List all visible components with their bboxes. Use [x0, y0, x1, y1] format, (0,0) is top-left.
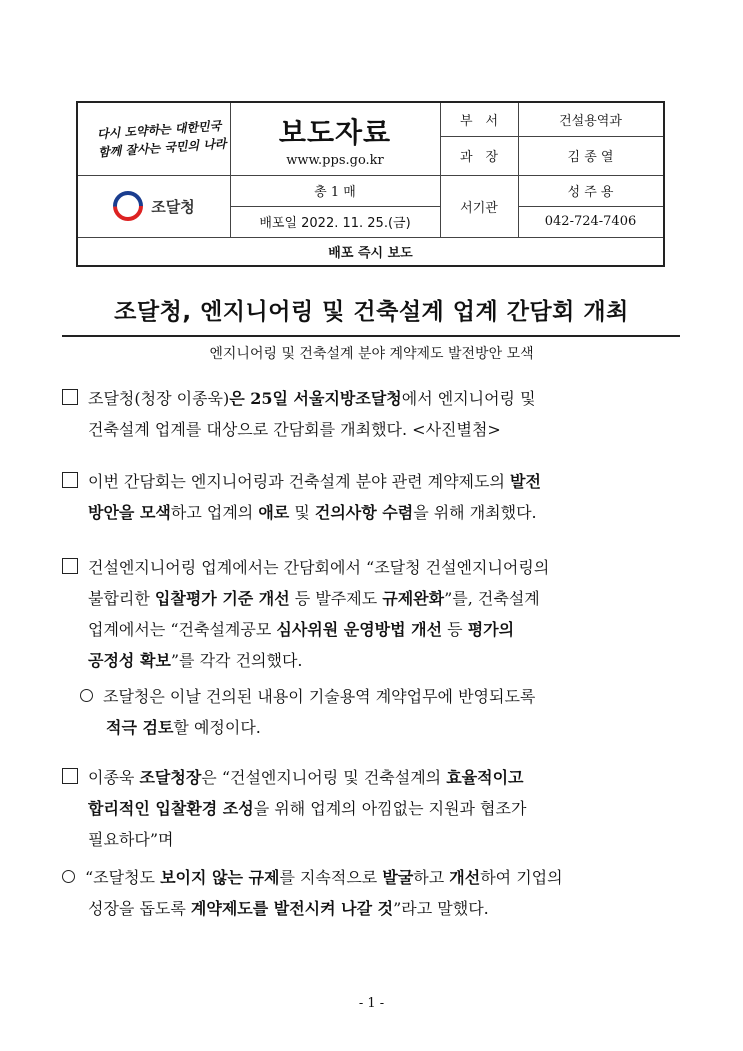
value-clerk: 성 주 용 — [567, 185, 614, 200]
website-link[interactable]: www.pps.go.kr — [286, 152, 384, 168]
value-chief: 김 종 열 — [567, 150, 614, 165]
paragraph-5: 이종욱 조달청장은 “건설엔지니어링 및 건축설계의 효율적이고 합리적인 입찰환경 조성을 위해 업계의 아낌없는 지원과 협조가 필요하다”며 — [62, 762, 684, 855]
value-phone: 042-724-7406 — [544, 214, 637, 229]
headline-divider — [62, 335, 680, 337]
label-dept: 부 서 — [459, 114, 499, 129]
slogan-line-2: 함께 잘사는 국민의 나라 — [97, 136, 227, 160]
logo-text: 조달청 — [151, 197, 195, 216]
page-title: 보도자료 — [278, 115, 392, 149]
label-clerk: 서기관 — [460, 200, 498, 216]
paragraph-4: 조달청은 이날 건의된 내용이 기술용역 계약업무에 반영되도록 적극 검토할 예정이다. — [80, 681, 684, 743]
page-number: - 1 - — [358, 996, 385, 1011]
title-block — [230, 103, 440, 175]
slogan-line-1: 다시 도약하는 대한민국 — [96, 118, 222, 142]
square-bullet-icon — [62, 472, 78, 488]
press-release-header — [76, 101, 665, 267]
circle-bullet-icon — [80, 689, 93, 702]
square-bullet-icon — [62, 389, 78, 405]
circle-bullet-icon — [62, 870, 75, 883]
government-slogan — [78, 103, 230, 175]
square-bullet-icon — [62, 558, 78, 574]
release-date: 배포일 2022. 11. 25.(금) — [259, 216, 411, 231]
subheadline: 엔지니어링 및 건축설계 분야 계약제도 발전방안 모색 — [209, 346, 534, 362]
value-dept: 건설용역과 — [559, 114, 622, 129]
paragraph-1: 조달청(청장 이종욱)은 25일 서울지방조달청에서 엔지니어링 및 건축설계 업계를 대상으로 간담회를 개최했다. <사진별첨> — [62, 383, 684, 445]
taegeuk-emblem-icon — [113, 191, 143, 221]
paragraph-2: 이번 간담회는 엔지니어링과 건축설계 분야 관련 계약제도의 발전 방안을 모색하고 업계의 애로 및 건의사항 수렴을 위해 개최했다. — [62, 466, 684, 528]
paragraph-3: 건설엔지니어링 업계에서는 간담회에서 “조달청 건설엔지니어링의 불합리한 입찰평가 기준 개선 등 발주제도 규제완화”를, 건축설계 업계에서는 “건축설계공모 심사위원 운영방법 개선 등 평가의 공정성 확보”를 각각 건의했다. — [62, 552, 684, 676]
page-count: 총 1 매 — [314, 185, 356, 200]
label-chief: 과 장 — [459, 150, 499, 165]
headline: 조달청, 엔지니어링 및 건축설계 업계 간담회 개최 — [114, 299, 629, 325]
agency-logo — [78, 175, 230, 237]
paragraph-6: “조달청도 보이지 않는 규제를 지속적으로 발굴하고 개선하여 기업의 성장을 돕도록 계약제도를 발전시켜 나갈 것”라고 말했다. — [62, 862, 684, 924]
square-bullet-icon — [62, 768, 78, 784]
embargo-notice: 배포 즉시 보도 — [328, 245, 413, 261]
